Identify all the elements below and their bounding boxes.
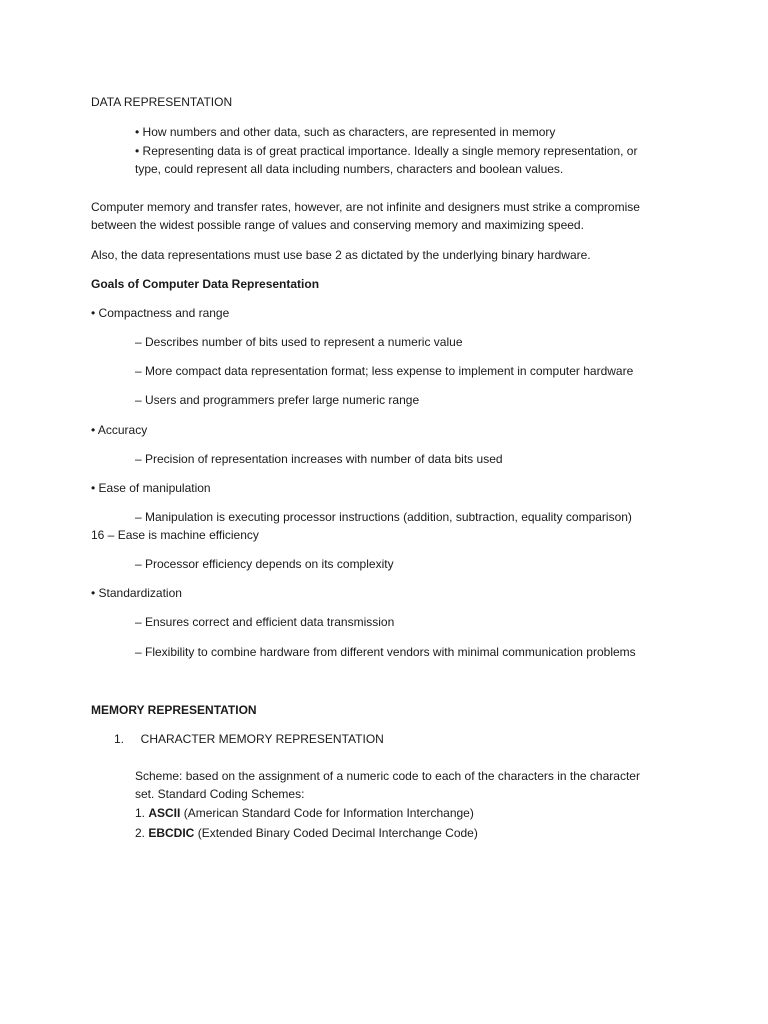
coding-scheme-item bbox=[135, 824, 478, 842]
goal-sub-item: – More compact data representation format; less expense to implement in computer hardware bbox=[135, 364, 634, 378]
memory-heading: MEMORY REPRESENTATION bbox=[91, 703, 257, 717]
goal-sub-item: 16 – Ease is machine efficiency bbox=[91, 528, 259, 542]
coding-scheme-name: ASCII bbox=[148, 806, 181, 820]
coding-scheme-prefix: 1. bbox=[135, 806, 149, 820]
intro-bullet: • Representing data is of great practical importance. Ideally a single memory representation, or bbox=[135, 144, 638, 158]
goal-sub-item: – Describes number of bits used to represent a numeric value bbox=[135, 335, 463, 349]
coding-scheme-desc: (American Standard Code for Information Interchange) bbox=[180, 806, 474, 820]
goals-heading: Goals of Computer Data Representation bbox=[91, 277, 320, 291]
goal-sub-item: – Users and programmers prefer large numeric range bbox=[135, 393, 420, 407]
goal-label: • Compactness and range bbox=[91, 306, 230, 320]
intro-bullet: • How numbers and other data, such as characters, are represented in memory bbox=[135, 125, 556, 139]
scheme-line: set. Standard Coding Schemes: bbox=[135, 787, 305, 801]
goal-label: • Ease of manipulation bbox=[91, 481, 211, 495]
goal-sub-item: – Precision of representation increases with number of data bits used bbox=[135, 452, 503, 466]
doc-title: DATA REPRESENTATION bbox=[91, 95, 233, 109]
paragraph: Also, the data representations must use base 2 as dictated by the underlying binary hardware. bbox=[91, 248, 591, 262]
coding-scheme-prefix: 2. bbox=[135, 826, 149, 840]
paragraph-line: Computer memory and transfer rates, however, are not infinite and designers must strike a compromise bbox=[91, 200, 640, 214]
goal-label: • Accuracy bbox=[91, 423, 148, 437]
goal-sub-item: – Flexibility to combine hardware from different vendors with minimal communication problems bbox=[135, 645, 636, 659]
numbered-item: 1. CHARACTER MEMORY REPRESENTATION bbox=[114, 732, 384, 746]
goal-sub-item: – Manipulation is executing processor instructions (addition, subtraction, equality comparison) bbox=[135, 510, 632, 524]
scheme-line: Scheme: based on the assignment of a numeric code to each of the characters in the character bbox=[135, 769, 640, 783]
goal-sub-item: – Processor efficiency depends on its complexity bbox=[135, 557, 394, 571]
intro-bullet-continuation: type, could represent all data including numbers, characters and boolean values. bbox=[135, 162, 564, 176]
coding-scheme-name: EBCDIC bbox=[148, 826, 195, 840]
coding-scheme-item bbox=[135, 804, 474, 822]
paragraph-line: between the widest possible range of values and conserving memory and maximizing speed. bbox=[91, 218, 584, 232]
goal-label: • Standardization bbox=[91, 586, 182, 600]
goal-sub-item: – Ensures correct and efficient data transmission bbox=[135, 615, 395, 629]
coding-scheme-desc: (Extended Binary Coded Decimal Interchange Code) bbox=[194, 826, 478, 840]
